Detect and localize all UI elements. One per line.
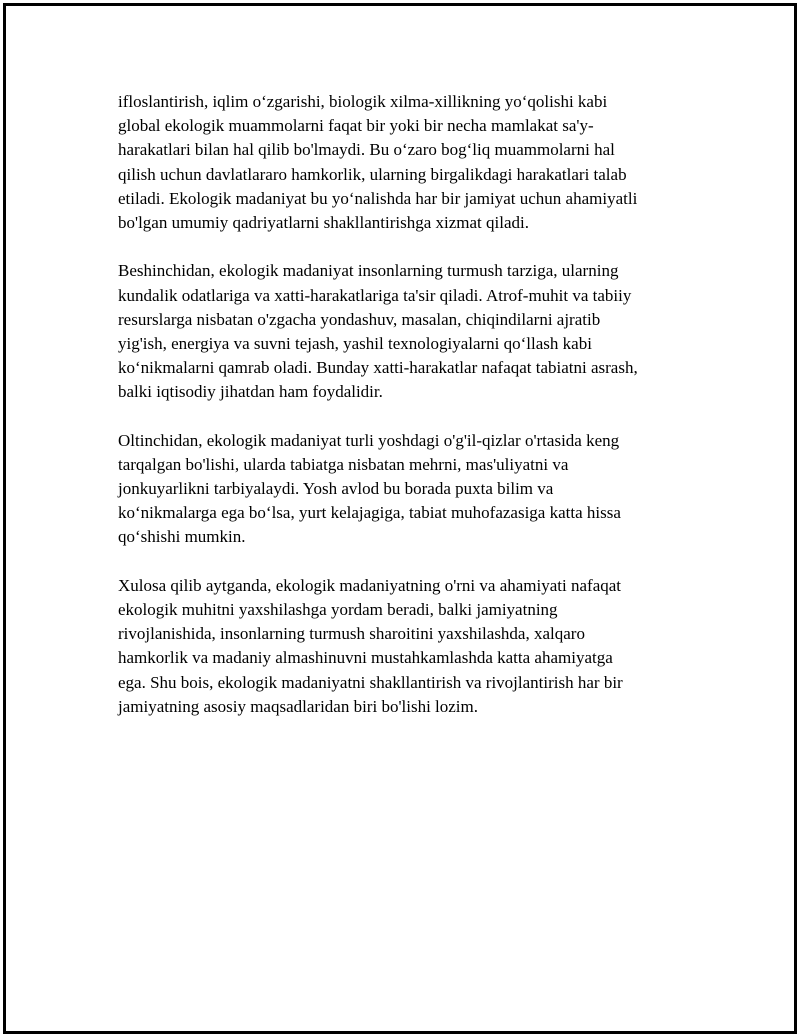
text-line: Oltinchidan, ekologik madaniyat turli yoshdagi o'g'il-qizlar o'rtasida keng [118,430,620,450]
paragraph-2 [118,259,698,404]
text-line: Xulosa qilib aytganda, ekologik madaniyatning o'rni va ahamiyati nafaqat [118,575,622,595]
text-line: global ekologik muammolarni faqat bir yoki bir necha mamlakat sa'y- [118,116,594,136]
document-body [118,90,698,743]
text-line: Beshinchidan, ekologik madaniyat insonlarning turmush tarziga, ularning [118,261,619,281]
paragraph-1 [118,90,698,235]
text-line: ega. Shu bois, ekologik madaniyatni shakllantirish va rivojlantirish har bir [118,672,623,692]
text-line: harakatlari bilan hal qilib bo'lmaydi. Bu o‘zaro bog‘liq muammolarni hal [118,140,615,160]
text-line: tarqalgan bo'lishi, ularda tabiatga nisbatan mehrni, mas'uliyatni va [118,454,569,474]
text-line: hamkorlik va madaniy almashinuvni mustahkamlashda katta ahamiyatga [118,648,613,668]
text-line: rivojlanishida, insonlarning turmush sharoitini yaxshilashda, xalqaro [118,624,585,644]
text-line: kundalik odatlariga va xatti-harakatlariga ta'sir qiladi. Atrof-muhit va tabiiy [118,285,632,305]
text-line: etiladi. Ekologik madaniyat bu yo‘nalishda har bir jamiyat uchun ahamiyatli [118,188,638,208]
text-line: bo'lgan umumiy qadriyatlarni shakllantirishga xizmat qiladi. [118,212,529,232]
text-line: jamiyatning asosiy maqsadlaridan biri bo'lishi lozim. [118,696,479,716]
paragraph-3 [118,429,698,550]
text-line: resurslarga nisbatan o'zgacha yondashuv, masalan, chiqindilarni ajratib [118,309,601,329]
text-line: qo‘shishi mumkin. [118,527,246,547]
text-line: ifloslantirish, iqlim o‘zgarishi, biologik xilma-xillikning yo‘qolishi kabi [118,92,608,111]
text-line: jonkuyarlikni tarbiyalaydi. Yosh avlod bu borada puxta bilim va [118,479,554,498]
text-line: balki iqtisodiy jihatdan ham foydalidir. [118,382,383,402]
text-line: yig'ish, energiya va suvni tejash, yashil texnologiyalarni qo‘llash kabi [118,333,592,353]
paragraph-4 [118,574,698,719]
text-line: ko‘nikmalarni qamrab oladi. Bunday xatti-harakatlar nafaqat tabiatni asrash, [118,358,638,378]
text-line: qilish uchun davlatlararo hamkorlik, ularning birgalikdagi harakatlari talab [118,164,627,184]
text-line: ekologik muhitni yaxshilashga yordam beradi, balki jamiyatning [118,599,558,619]
text-line: ko‘nikmalarga ega bo‘lsa, yurt kelajagiga, tabiat muhofazasiga katta hissa [118,503,621,523]
